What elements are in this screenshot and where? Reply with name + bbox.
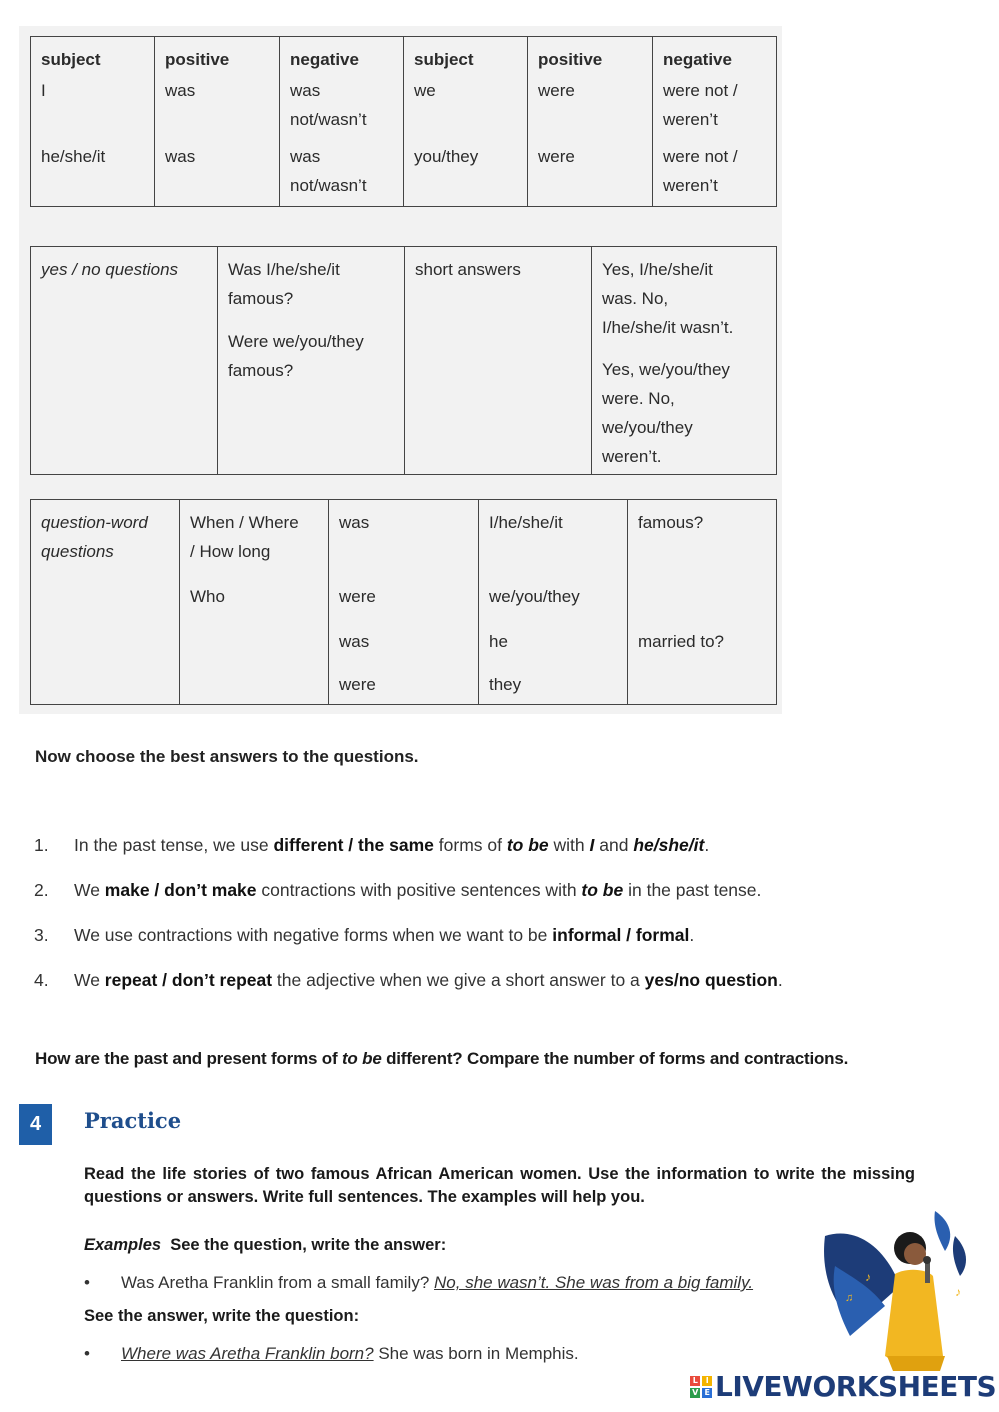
cell: was [155,134,280,207]
endings-cell: famous? married to? [628,500,777,705]
example-item: • Was Aretha Franklin from a small family? No, she wasn’t. She was from a big family. [84,1273,754,1292]
liveworksheets-logo: L I V E LIVEWORKSHEETS [690,1370,996,1403]
cell: were [528,74,653,134]
question-item: 3. We use contractions with negative forms when we want to be informal / formal. [34,925,695,945]
svg-text:♪: ♪ [955,1285,961,1299]
cell: we [404,74,528,134]
bullet-icon: • [84,1344,90,1363]
logo-grid-icon: L I V E [690,1376,712,1398]
short-answers-label: short answers [405,247,592,475]
header-negative: negative [280,37,404,75]
questions-cell: Was I/he/she/it famous? Were we/you/they famous? [218,247,405,475]
singer-illustration-icon [815,1206,980,1376]
practice-instruction: Read the life stories of two famous African American women. Use the information to write the missing questions or answers. Write full sentences. The examples will help you. [84,1165,915,1206]
question-word-table [30,499,777,705]
cell: were not / weren’t [653,134,777,207]
subjects-cell: I/he/she/it we/you/they he they [479,500,628,705]
header-subject: subject [404,37,528,75]
cell: were [528,134,653,207]
question-word-label: question-word questions [31,500,180,705]
cell: he/she/it [31,134,155,207]
yes-no-label: yes / no questions [31,247,218,475]
examples-subheading: See the answer, write the question: [84,1307,360,1325]
questions-list [34,831,914,1011]
question-item: 2. We make / don’t make contractions with positive sentences with to be in the past tense. [34,880,762,900]
conjugation-table [30,36,777,207]
header-negative: negative [653,37,777,75]
question-words-cell: When / Where / How long Who [180,500,329,705]
cell: was not/wasn’t [280,74,404,134]
header-positive: positive [155,37,280,75]
svg-text:♪: ♪ [865,1270,871,1284]
cell: was not/wasn’t [280,134,404,207]
example-item: • Where was Aretha Franklin born? She was born in Memphis. [84,1344,579,1363]
section-title: Practice [84,1108,182,1133]
compare-question: How are the past and present forms of to be different? Compare the number of forms and contractions. [35,1049,849,1068]
verbs-cell: was were was were [329,500,479,705]
question-item: 1. In the past tense, we use different / the same forms of to be with I and he/she/it. [34,835,710,855]
cell: I [31,74,155,134]
svg-text:♫: ♫ [845,1292,854,1304]
cell: you/they [404,134,528,207]
bullet-icon: • [84,1273,90,1292]
examples-heading: Examples See the question, write the answer: [84,1236,447,1254]
yes-no-questions-table [30,246,777,475]
cell: was [155,74,280,134]
header-positive: positive [528,37,653,75]
question-item: 4. We repeat / don’t repeat the adjective when we give a short answer to a yes/no question. [34,970,783,990]
instruction: Now choose the best answers to the questions. [35,747,419,766]
answers-cell: Yes, I/he/she/it was. No, I/he/she/it wasn’t. Yes, we/you/they were. No, we/you/they weren’t. [592,247,777,475]
header-subject: subject [31,37,155,75]
section-number-badge: 4 [19,1104,52,1145]
cell: were not / weren’t [653,74,777,134]
